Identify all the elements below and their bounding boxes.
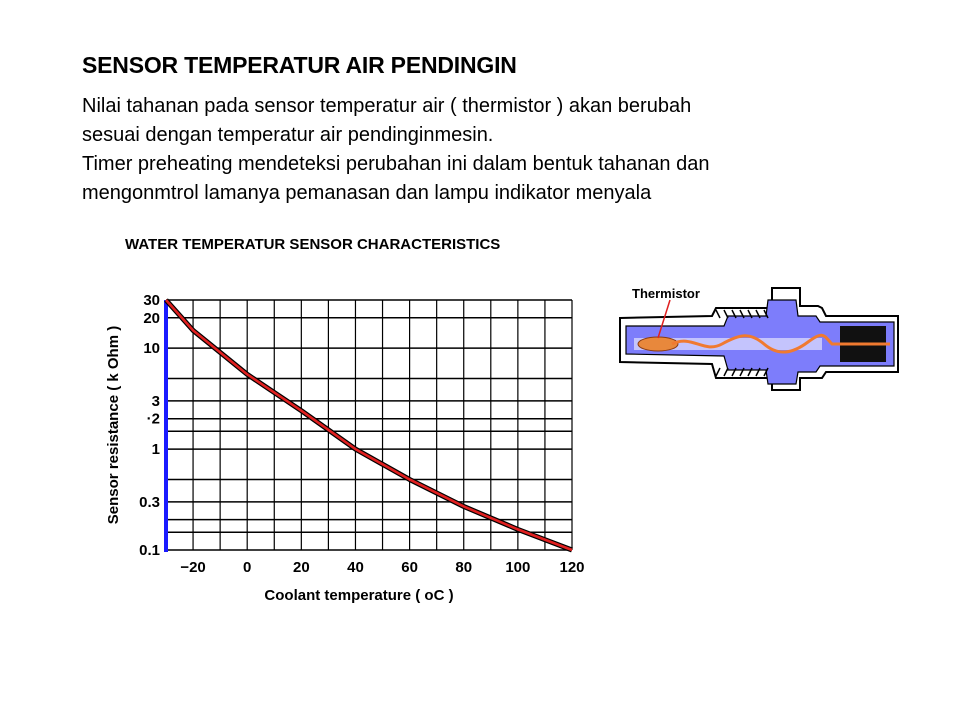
y-tick-label: 20 <box>143 309 160 327</box>
series-line-resistance <box>166 300 572 550</box>
y-axis-label: Sensor resistance ( k Ohm ) <box>105 325 122 525</box>
paragraph-line: sesuai dengan temperatur air pendinginmesin. <box>82 124 494 146</box>
paragraph-line: Nilai tahanan pada sensor temperatur air ( thermistor ) akan berubah <box>82 95 692 117</box>
thermistor-label: Thermistor <box>632 286 700 301</box>
paragraph-line: mengonmtrol lamanya pemanasan dan lampu indikator menyala <box>82 182 652 204</box>
x-tick-label: −20 <box>180 559 206 576</box>
x-tick-label: 80 <box>455 559 473 576</box>
resistance-chart <box>100 280 590 610</box>
x-tick-label: 40 <box>347 559 364 576</box>
y-tick-label: 0.3 <box>139 493 160 511</box>
x-tick-label: 60 <box>401 559 418 576</box>
y-tick-label: 0.1 <box>139 542 160 559</box>
y-tick-label: ·2 <box>146 410 160 428</box>
y-tick-label: 10 <box>143 340 160 358</box>
page-title: SENSOR TEMPERATUR AIR PENDINGIN <box>82 52 517 78</box>
thermistor-sensor-illustration <box>612 280 902 400</box>
chart-title: WATER TEMPERATUR SENSOR CHARACTERISTICS <box>125 236 501 253</box>
description-paragraph <box>82 92 882 208</box>
x-axis-label: Coolant temperature ( oC ) <box>264 587 454 604</box>
x-tick-label: 20 <box>292 559 310 576</box>
series-line-shadow <box>166 300 572 550</box>
y-tick-label: 3 <box>151 392 160 410</box>
y-tick-label: 1 <box>151 441 160 459</box>
y-tick-label: 30 <box>143 292 160 309</box>
x-tick-label: 120 <box>559 559 585 576</box>
x-tick-label: 0 <box>243 559 252 576</box>
x-tick-label: 100 <box>505 559 531 576</box>
paragraph-line: Timer preheating mendeteksi perubahan ini dalam bentuk tahanan dan <box>82 153 710 175</box>
thermistor-sensor-cutaway-icon <box>620 288 898 390</box>
